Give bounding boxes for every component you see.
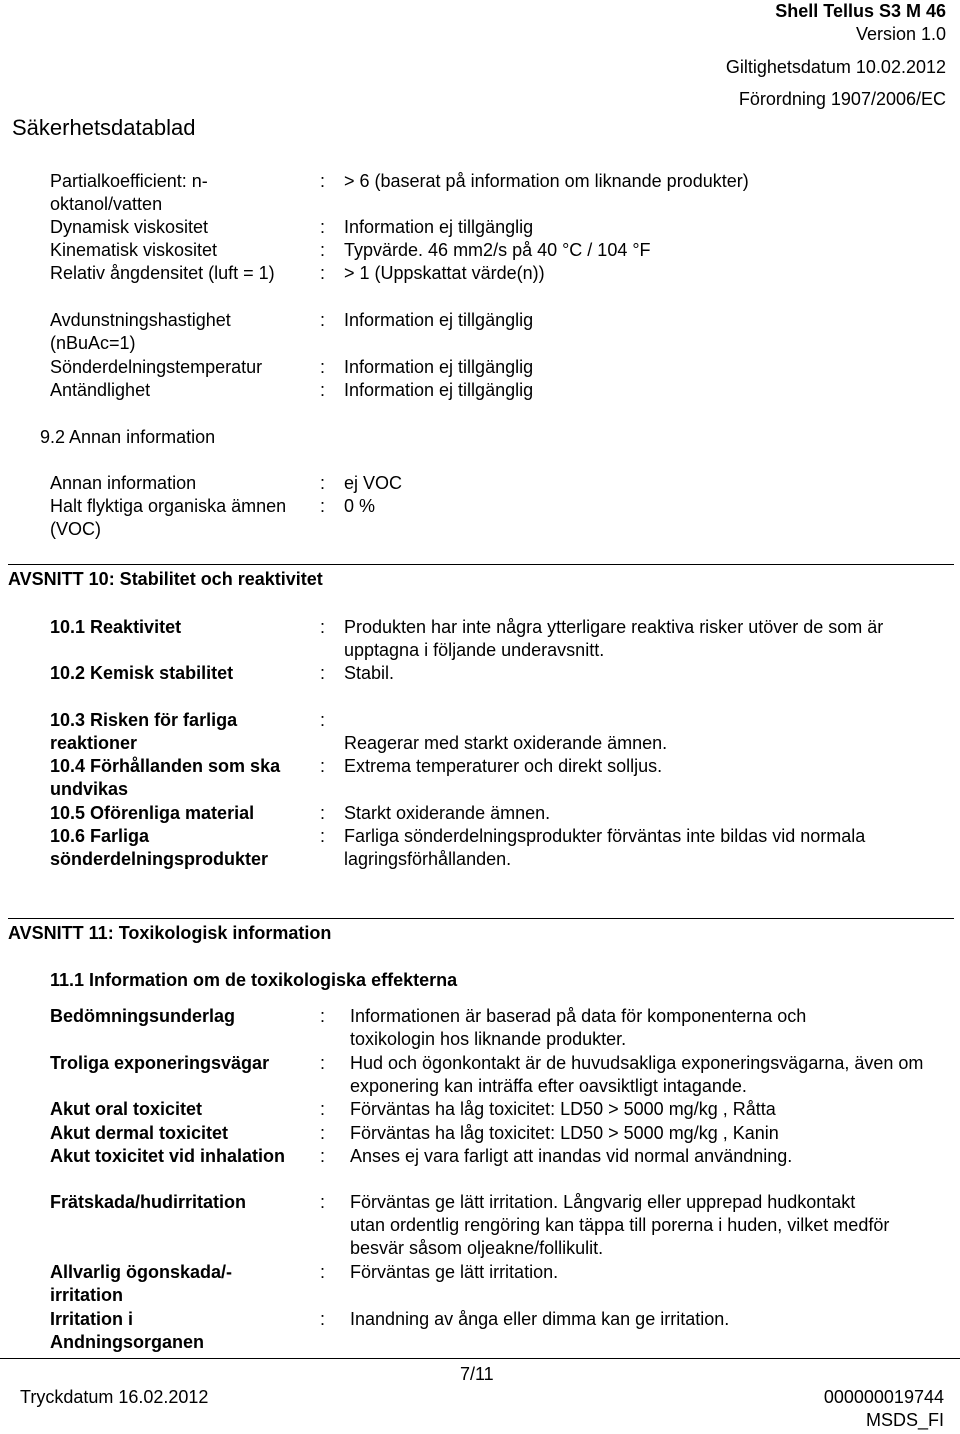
separator-colon: :	[320, 663, 326, 683]
separator-colon: :	[320, 803, 326, 823]
property-label: Sönderdelningstemperatur	[50, 357, 263, 377]
property-value: Förväntas ha låg toxicitet: LD50 > 5000 mg/kg , Kanin	[350, 1123, 779, 1143]
property-value: Information ej tillgänglig	[344, 357, 534, 377]
regulation-label: Förordning 1907/2006/EC	[738, 89, 946, 109]
property-value: > 1 (Uppskattat värde(n))	[344, 263, 545, 283]
property-value: Extrema temperaturer och direkt solljus.	[344, 756, 663, 776]
separator-colon: :	[320, 826, 326, 846]
document-number: 000000019744	[823, 1387, 944, 1407]
property-label: Frätskada/hudirritation	[50, 1192, 247, 1212]
separator-colon: :	[320, 380, 326, 400]
separator-colon: :	[320, 496, 326, 516]
separator-colon: :	[320, 310, 326, 330]
separator-colon: :	[320, 1146, 326, 1166]
footer-divider	[0, 1358, 960, 1359]
property-value: Information ej tillgänglig	[344, 380, 534, 400]
separator-colon: :	[320, 217, 326, 237]
property-value: Stabil.	[344, 663, 395, 683]
property-value: Hud och ögonkontakt är de huvudsakliga exponeringsvägarna, även om exponering kan inträffa efter oavsiktligt intagande.	[350, 1053, 924, 1096]
property-value: Farliga sönderdelningsprodukter förväntas inte bildas vid normala lagringsförhållanden.	[344, 826, 866, 869]
separator-colon: :	[320, 1099, 326, 1119]
property-value: Reagerar med starkt oxiderande ämnen.	[344, 733, 668, 753]
print-date: Tryckdatum 16.02.2012	[20, 1387, 209, 1407]
page-number: 7/11	[460, 1364, 494, 1384]
version-label: Version 1.0	[855, 24, 946, 44]
document-title: Säkerhetsdatablad	[12, 115, 196, 140]
separator-colon: :	[320, 473, 326, 493]
property-label: 10.3 Risken för farliga reaktioner	[50, 710, 238, 753]
separator-colon: :	[320, 1262, 326, 1282]
property-value: Information ej tillgänglig	[344, 217, 534, 237]
property-label: Kinematisk viskositet	[50, 240, 218, 260]
separator-colon: :	[320, 240, 326, 260]
property-label: Akut oral toxicitet	[50, 1099, 203, 1119]
product-name: Shell Tellus S3 M 46	[775, 1, 946, 21]
property-label: Partialkoefficient: n-oktanol/vatten	[50, 171, 208, 214]
section-9-2-heading: 9.2 Annan information	[40, 427, 216, 447]
property-label: Allvarlig ögonskada/-irritation	[50, 1262, 233, 1305]
separator-colon: :	[320, 710, 326, 730]
property-value: Förväntas ge lätt irritation.	[350, 1262, 559, 1282]
separator-colon: :	[320, 263, 326, 283]
section-11-heading: AVSNITT 11: Toxikologisk information	[8, 923, 332, 943]
property-value: Inandning av ånga eller dimma kan ge irritation.	[350, 1309, 730, 1329]
separator-colon: :	[320, 1053, 326, 1073]
property-label: Bedömningsunderlag	[50, 1006, 236, 1026]
section-10-heading: AVSNITT 10: Stabilitet och reaktivitet	[8, 569, 323, 589]
property-value: Informationen är baserad på data för komponenterna och toxikologin hos liknande produkter.	[350, 1006, 807, 1049]
separator-colon: :	[320, 171, 326, 191]
section-11-1-heading: 11.1 Information om de toxikologiska effekterna	[50, 970, 458, 990]
property-label: 10.2 Kemisk stabilitet	[50, 663, 234, 683]
property-label: Akut dermal toxicitet	[50, 1123, 229, 1143]
property-value: Starkt oxiderande ämnen.	[344, 803, 551, 823]
property-label: Antändlighet	[50, 380, 151, 400]
property-value: Information ej tillgänglig	[344, 310, 534, 330]
property-label: Annan information	[50, 473, 197, 493]
property-label: Akut toxicitet vid inhalation	[50, 1146, 286, 1166]
separator-colon: :	[320, 1006, 326, 1026]
property-label: 10.6 Farliga sönderdelningsprodukter	[50, 826, 269, 869]
property-label: 10.1 Reaktivitet	[50, 617, 182, 637]
property-value: Anses ej vara farligt att inandas vid normal användning.	[350, 1146, 793, 1166]
property-label: Halt flyktiga organiska ämnen (VOC)	[50, 496, 287, 539]
property-label: 10.5 Oförenliga material	[50, 803, 255, 823]
property-value: Förväntas ha låg toxicitet: LD50 > 5000 mg/kg , Råtta	[350, 1099, 776, 1119]
validity-date: Giltighetsdatum 10.02.2012	[725, 57, 946, 77]
section-divider	[8, 918, 954, 919]
separator-colon: :	[320, 1309, 326, 1329]
property-value: > 6 (baserat på information om liknande produkter)	[344, 171, 749, 191]
property-label: Relativ ångdensitet (luft = 1)	[50, 263, 275, 283]
property-value: 0 %	[344, 496, 376, 516]
section-divider	[8, 564, 954, 565]
property-value: Produkten har inte några ytterligare reaktiva risker utöver de som är upptagna i följande underavsnitt.	[344, 617, 884, 660]
document-code: MSDS_FI	[865, 1410, 944, 1430]
property-label: Avdunstningshastighet (nBuAc=1)	[50, 310, 231, 353]
property-label: Dynamisk viskositet	[50, 217, 209, 237]
separator-colon: :	[320, 617, 326, 637]
separator-colon: :	[320, 1192, 326, 1212]
property-value: Typvärde. 46 mm2/s på 40 °C / 104 °F	[344, 240, 651, 260]
separator-colon: :	[320, 1123, 326, 1143]
property-label: Irritation i Andningsorganen	[50, 1309, 204, 1352]
property-value: Förväntas ge lätt irritation. Långvarig eller upprepad hudkontakt utan ordentlig rengöring kan täppa till porerna i huden, vilket medför besvär såsom oljeakne/follikulit.	[350, 1192, 890, 1258]
separator-colon: :	[320, 756, 326, 776]
separator-colon: :	[320, 357, 326, 377]
property-label: 10.4 Förhållanden som ska undvikas	[50, 756, 281, 799]
property-label: Troliga exponeringsvägar	[50, 1053, 270, 1073]
property-value: ej VOC	[344, 473, 403, 493]
